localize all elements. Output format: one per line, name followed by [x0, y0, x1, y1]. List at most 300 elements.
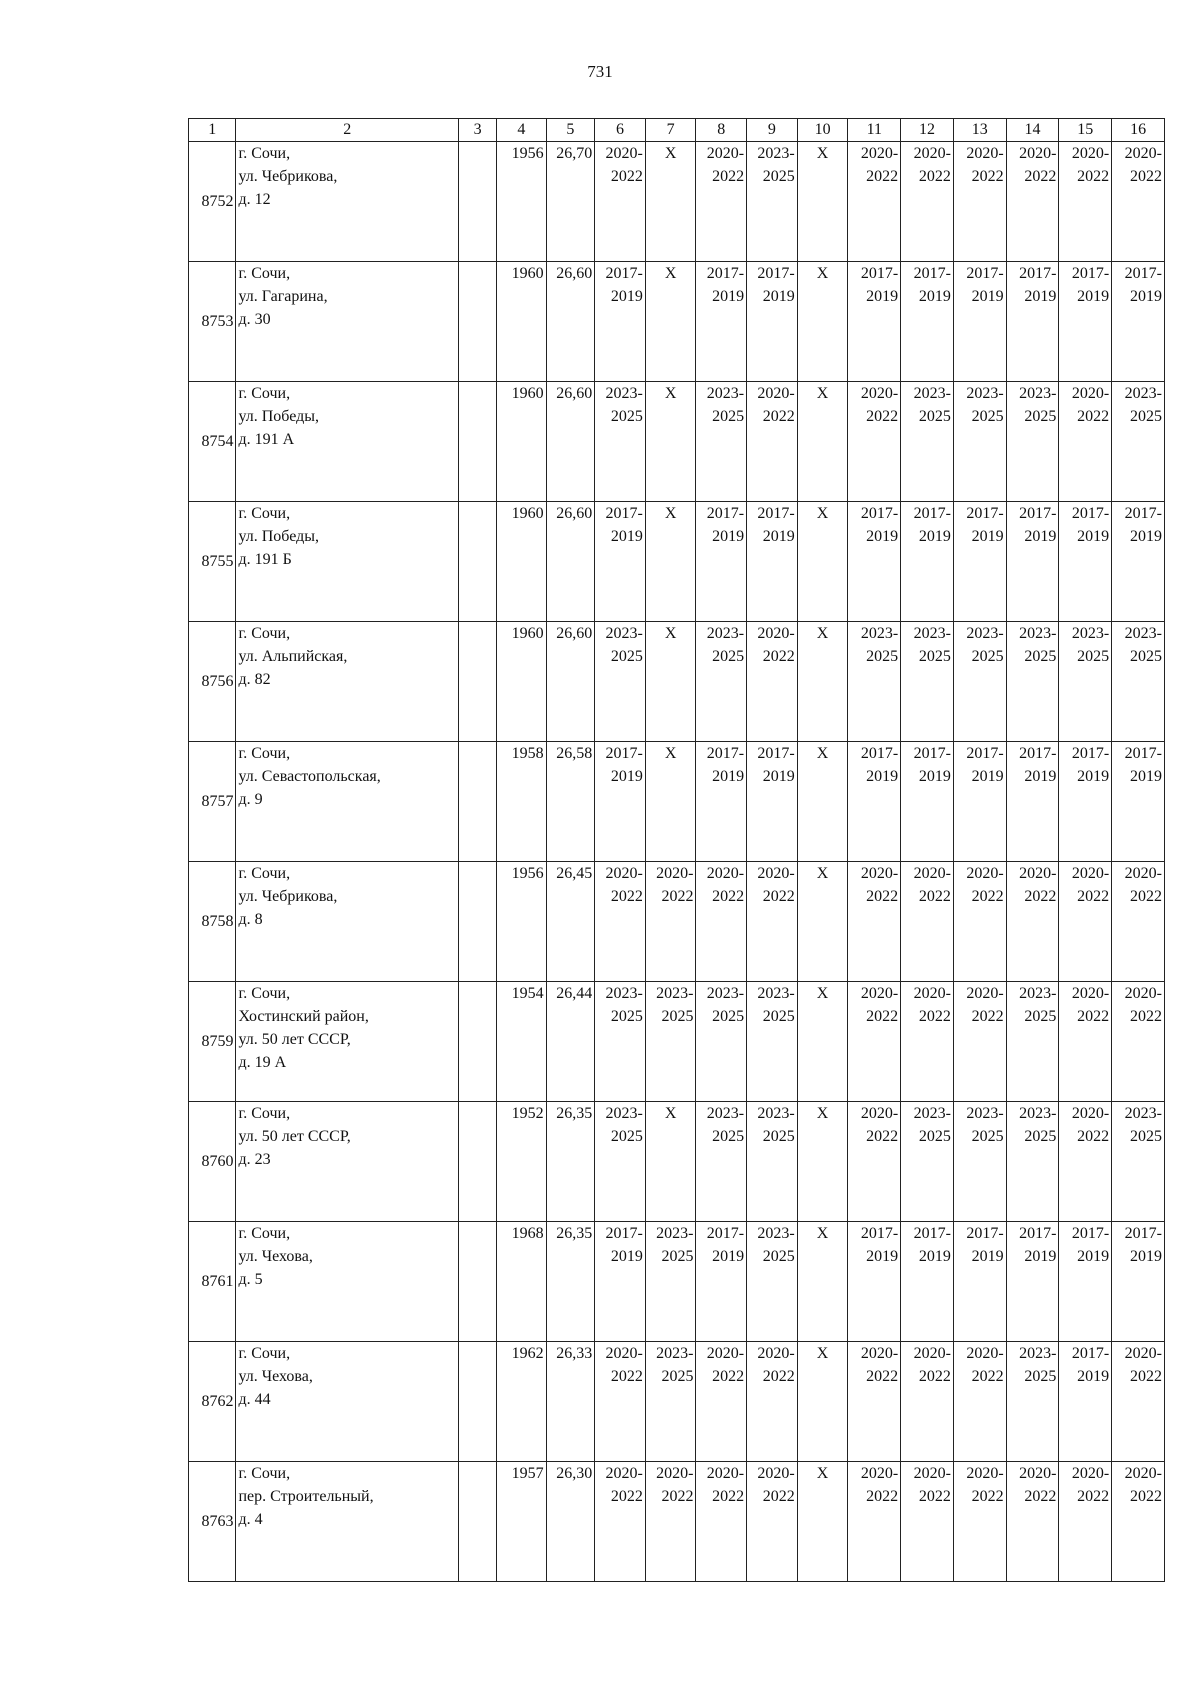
period-cell-col-12: [901, 1222, 954, 1342]
not-applicable-mark: X: [816, 385, 829, 402]
period-cell-col-14: [1006, 982, 1059, 1102]
period-line: 2025: [712, 1008, 745, 1025]
address-cell: [236, 1462, 459, 1582]
period-line: 2020-: [1071, 145, 1110, 162]
area-cell: 26,60: [546, 382, 595, 502]
period-cell-col-10: [797, 982, 848, 1102]
period-line: 2025: [712, 1128, 745, 1145]
period-line: 2025: [918, 408, 951, 425]
period-cell-col-15: [1059, 262, 1112, 382]
period-line: 2020-: [1019, 145, 1057, 162]
period-cell-col-14: [1006, 622, 1059, 742]
period-line: 2019: [1024, 1248, 1057, 1265]
period-line: 2017-: [1124, 265, 1162, 282]
column-header-14: 14: [1006, 119, 1059, 142]
period-cell-col-11: [848, 262, 901, 382]
period-line: 2017-: [913, 745, 951, 762]
period-line: 2025: [918, 648, 951, 665]
period-line: 2019: [971, 768, 1004, 785]
period-line: 2022: [918, 168, 951, 185]
period-line: 2020-: [706, 1465, 745, 1482]
period-line: 2022: [1130, 888, 1162, 905]
period-cell-col-9: [747, 1102, 798, 1222]
address-line: г. Сочи,: [238, 865, 291, 882]
period-line: 2023-: [913, 625, 951, 642]
period-line: 2023-: [913, 1105, 951, 1122]
period-cell-col-13: [953, 1462, 1006, 1582]
period-line: 2023-: [1019, 985, 1057, 1002]
period-line: 2017-: [860, 745, 899, 762]
address-line: г. Сочи,: [238, 1105, 291, 1122]
period-line: 2019: [610, 768, 643, 785]
period-cell-col-10: [797, 262, 848, 382]
period-line: 2023-: [656, 985, 694, 1002]
period-cell-col-8: [696, 862, 747, 982]
address-line: д. 8: [238, 911, 263, 928]
period-line: 2019: [610, 528, 643, 545]
year-built-cell: 1968: [497, 1222, 547, 1342]
period-line: 2020-: [706, 145, 745, 162]
column-header-9: 9: [747, 119, 798, 142]
period-line: 2022: [610, 1488, 643, 1505]
not-applicable-mark: X: [816, 505, 829, 522]
period-line: 2020-: [1124, 865, 1162, 882]
column-header-13: 13: [953, 119, 1006, 142]
period-cell-col-11: [848, 382, 901, 502]
area-cell: 26,60: [546, 262, 595, 382]
period-cell-col-16: [1112, 622, 1165, 742]
period-cell-col-10: [797, 1222, 848, 1342]
period-line: 2023-: [757, 985, 795, 1002]
period-cell-col-16: [1112, 742, 1165, 862]
not-applicable-mark: X: [816, 1345, 829, 1362]
period-line: 2020-: [1124, 145, 1162, 162]
period-line: 2022: [610, 1368, 643, 1385]
period-line: 2022: [866, 1368, 899, 1385]
period-line: 2017-: [1124, 745, 1162, 762]
address-line: г. Сочи,: [238, 505, 291, 522]
period-cell-col-13: [953, 262, 1006, 382]
column-header-7: 7: [645, 119, 696, 142]
period-line: 2019: [918, 768, 951, 785]
column-header-4: 4: [497, 119, 547, 142]
period-cell-col-15: [1059, 862, 1112, 982]
period-cell-col-10: [797, 1462, 848, 1582]
period-cell-col-8: [696, 142, 747, 262]
period-line: 2020-: [1019, 865, 1057, 882]
period-cell-col-10: [797, 1102, 848, 1222]
period-cell-col-10: [797, 742, 848, 862]
period-cell-col-16: [1112, 1222, 1165, 1342]
period-cell-col-8: [696, 742, 747, 862]
not-applicable-mark: X: [664, 265, 677, 282]
area-cell: 26,58: [546, 742, 595, 862]
period-cell-col-7: [645, 1102, 696, 1222]
period-line: 2022: [1077, 168, 1110, 185]
period-line: 2023-: [1124, 385, 1162, 402]
column-3-cell: [459, 142, 497, 262]
address-line: ул. 50 лет СССР,: [238, 1031, 351, 1048]
period-cell-col-7: [645, 262, 696, 382]
page-number: 731: [587, 62, 613, 81]
period-cell-col-13: [953, 142, 1006, 262]
period-line: 2025: [712, 408, 745, 425]
period-cell-col-12: [901, 502, 954, 622]
period-line: 2022: [971, 168, 1004, 185]
period-line: 2019: [1130, 528, 1162, 545]
period-cell-col-14: [1006, 1102, 1059, 1222]
period-line: 2020-: [1071, 865, 1110, 882]
address-line: ул. Чехова,: [238, 1368, 313, 1385]
address-line: г. Сочи,: [238, 1465, 291, 1482]
period-cell-col-8: [696, 502, 747, 622]
period-line: 2019: [762, 288, 795, 305]
period-line: 2022: [610, 168, 643, 185]
period-cell-col-10: [797, 382, 848, 502]
period-cell-col-15: [1059, 1342, 1112, 1462]
period-cell-col-12: [901, 262, 954, 382]
period-line: 2025: [1024, 1008, 1057, 1025]
period-line: 2022: [610, 888, 643, 905]
period-line: 2019: [762, 768, 795, 785]
period-line: 2022: [712, 1368, 745, 1385]
address-line: д. 5: [238, 1271, 263, 1288]
period-cell-col-16: [1112, 862, 1165, 982]
period-line: 2019: [1130, 768, 1162, 785]
period-line: 2023-: [966, 385, 1004, 402]
period-line: 2020-: [706, 865, 745, 882]
address-line: г. Сочи,: [238, 265, 291, 282]
period-cell-col-14: [1006, 1462, 1059, 1582]
period-cell-col-16: [1112, 1462, 1165, 1582]
year-built-cell: 1956: [497, 142, 547, 262]
period-line: 2022: [762, 408, 795, 425]
period-cell-col-15: [1059, 382, 1112, 502]
period-cell-col-13: [953, 622, 1006, 742]
address-cell: [236, 862, 459, 982]
period-line: 2020-: [913, 1345, 951, 1362]
period-line: 2022: [1077, 1008, 1110, 1025]
column-header-12: 12: [901, 119, 954, 142]
address-line: ул. 50 лет СССР,: [238, 1128, 351, 1145]
period-line: 2022: [866, 168, 899, 185]
table-row: [189, 862, 1165, 982]
column-header-2: 2: [236, 119, 459, 142]
not-applicable-mark: X: [816, 625, 829, 642]
period-line: 2023-: [656, 1345, 694, 1362]
address-line: Хостинский район,: [238, 1008, 369, 1025]
address-line: д. 82: [238, 671, 271, 688]
period-cell-col-16: [1112, 982, 1165, 1102]
period-line: 2017-: [1124, 505, 1162, 522]
year-built-cell: 1957: [497, 1462, 547, 1582]
period-line: 2020-: [605, 145, 643, 162]
column-header-8: 8: [696, 119, 747, 142]
period-line: 2017-: [605, 505, 643, 522]
period-line: 2023-: [860, 625, 899, 642]
column-3-cell: [459, 502, 497, 622]
period-line: 2017-: [860, 265, 899, 282]
period-line: 2019: [1077, 288, 1110, 305]
period-cell-col-7: [645, 1342, 696, 1462]
period-cell-col-12: [901, 1342, 954, 1462]
period-line: 2022: [866, 1488, 899, 1505]
period-line: 2020-: [860, 1465, 899, 1482]
address-cell: [236, 982, 459, 1102]
period-line: 2022: [762, 888, 795, 905]
period-line: 2022: [1077, 1488, 1110, 1505]
period-cell-col-14: [1006, 1342, 1059, 1462]
period-line: 2025: [610, 648, 643, 665]
not-applicable-mark: X: [816, 145, 829, 162]
period-cell-col-16: [1112, 1102, 1165, 1222]
period-cell-col-11: [848, 742, 901, 862]
period-line: 2019: [866, 768, 899, 785]
table-body: [189, 142, 1165, 1582]
period-line: 2019: [866, 288, 899, 305]
period-line: 2020-: [1071, 1105, 1110, 1122]
row-number: 8760: [189, 1102, 236, 1222]
period-cell-col-9: [747, 982, 798, 1102]
year-built-cell: 1960: [497, 262, 547, 382]
column-header-15: 15: [1059, 119, 1112, 142]
period-line: 2017-: [1019, 265, 1057, 282]
period-line: 2017-: [860, 1225, 899, 1242]
period-line: 2022: [1130, 1008, 1162, 1025]
column-3-cell: [459, 262, 497, 382]
period-cell-col-16: [1112, 502, 1165, 622]
period-cell-col-13: [953, 862, 1006, 982]
period-line: 2019: [1130, 1248, 1162, 1265]
period-cell-col-12: [901, 982, 954, 1102]
period-cell-col-6: [595, 1342, 646, 1462]
period-line: 2019: [866, 1248, 899, 1265]
period-cell-col-9: [747, 262, 798, 382]
year-built-cell: 1956: [497, 862, 547, 982]
period-line: 2022: [1077, 1128, 1110, 1145]
table-row: [189, 502, 1165, 622]
period-cell-col-12: [901, 862, 954, 982]
period-line: 2017-: [757, 745, 795, 762]
not-applicable-mark: X: [816, 1105, 829, 1122]
period-cell-col-9: [747, 502, 798, 622]
period-cell-col-14: [1006, 862, 1059, 982]
table-row: [189, 622, 1165, 742]
address-line: ул. Победы,: [238, 408, 320, 425]
address-line: г. Сочи,: [238, 985, 291, 1002]
period-line: 2017-: [966, 1225, 1004, 1242]
period-line: 2022: [712, 888, 745, 905]
period-cell-col-9: [747, 742, 798, 862]
period-cell-col-12: [901, 622, 954, 742]
period-line: 2020-: [913, 145, 951, 162]
address-line: ул. Победы,: [238, 528, 320, 545]
period-line: 2019: [866, 528, 899, 545]
period-line: 2022: [971, 1368, 1004, 1385]
period-line: 2017-: [1019, 505, 1057, 522]
period-cell-col-16: [1112, 142, 1165, 262]
period-cell-col-16: [1112, 262, 1165, 382]
column-header-11: 11: [848, 119, 901, 142]
period-line: 2022: [866, 1128, 899, 1145]
address-line: г. Сочи,: [238, 385, 291, 402]
period-cell-col-14: [1006, 1222, 1059, 1342]
area-cell: 26,35: [546, 1102, 595, 1222]
period-line: 2019: [1024, 768, 1057, 785]
period-line: 2025: [661, 1008, 694, 1025]
row-number: 8759: [189, 982, 236, 1102]
period-cell-col-7: [645, 1222, 696, 1342]
row-number: 8752: [189, 142, 236, 262]
period-line: 2020-: [966, 1345, 1004, 1362]
address-cell: [236, 1102, 459, 1222]
period-cell-col-10: [797, 622, 848, 742]
area-cell: 26,60: [546, 622, 595, 742]
period-line: 2017-: [913, 1225, 951, 1242]
period-cell-col-15: [1059, 982, 1112, 1102]
period-line: 2020-: [966, 865, 1004, 882]
period-line: 2023-: [966, 1105, 1004, 1122]
address-line: д. 30: [238, 311, 271, 328]
area-cell: 26,44: [546, 982, 595, 1102]
period-line: 2022: [918, 1488, 951, 1505]
period-line: 2017-: [966, 745, 1004, 762]
period-line: 2022: [1077, 408, 1110, 425]
period-line: 2023-: [1019, 625, 1057, 642]
not-applicable-mark: X: [664, 625, 677, 642]
area-cell: 26,60: [546, 502, 595, 622]
period-line: 2022: [712, 1488, 745, 1505]
address-cell: [236, 622, 459, 742]
period-cell-col-8: [696, 382, 747, 502]
area-cell: 26,45: [546, 862, 595, 982]
period-cell-col-6: [595, 1222, 646, 1342]
period-line: 2017-: [1124, 1225, 1162, 1242]
period-line: 2019: [918, 288, 951, 305]
period-cell-col-13: [953, 1342, 1006, 1462]
period-cell-col-11: [848, 502, 901, 622]
period-line: 2023-: [605, 1105, 643, 1122]
period-line: 2019: [1077, 528, 1110, 545]
period-line: 2022: [712, 168, 745, 185]
period-line: 2025: [762, 1128, 795, 1145]
address-line: пер. Строительный,: [238, 1488, 374, 1505]
period-cell-col-16: [1112, 382, 1165, 502]
period-line: 2025: [1024, 1368, 1057, 1385]
period-line: 2020-: [913, 865, 951, 882]
period-line: 2022: [661, 888, 694, 905]
period-line: 2020-: [966, 145, 1004, 162]
period-line: 2020-: [757, 385, 795, 402]
period-cell-col-15: [1059, 502, 1112, 622]
table-row: [189, 742, 1165, 862]
table-row: [189, 1462, 1165, 1582]
year-built-cell: 1954: [497, 982, 547, 1102]
period-cell-col-9: [747, 1462, 798, 1582]
year-built-cell: 1958: [497, 742, 547, 862]
period-line: 2020-: [706, 1345, 745, 1362]
period-line: 2017-: [605, 265, 643, 282]
row-number: 8762: [189, 1342, 236, 1462]
column-3-cell: [459, 382, 497, 502]
period-cell-col-11: [848, 142, 901, 262]
period-line: 2017-: [913, 505, 951, 522]
period-line: 2020-: [757, 625, 795, 642]
period-cell-col-10: [797, 862, 848, 982]
header-row: [189, 119, 1165, 142]
period-line: 2025: [762, 1248, 795, 1265]
period-line: 2023-: [757, 1225, 795, 1242]
period-cell-col-12: [901, 742, 954, 862]
period-line: 2025: [661, 1248, 694, 1265]
column-3-cell: [459, 1342, 497, 1462]
address-line: ул. Севастопольская,: [238, 768, 381, 785]
address-line: д. 44: [238, 1391, 271, 1408]
period-line: 2017-: [706, 265, 745, 282]
row-number: 8763: [189, 1462, 236, 1582]
period-cell-col-8: [696, 1222, 747, 1342]
period-cell-col-13: [953, 742, 1006, 862]
table-row: [189, 142, 1165, 262]
period-line: 2020-: [1124, 1465, 1162, 1482]
period-cell-col-7: [645, 862, 696, 982]
row-number: 8754: [189, 382, 236, 502]
address-line: г. Сочи,: [238, 1225, 291, 1242]
address-line: ул. Чебрикова,: [238, 888, 338, 905]
period-line: 2022: [918, 888, 951, 905]
period-line: 2017-: [706, 1225, 745, 1242]
column-3-cell: [459, 982, 497, 1102]
period-line: 2022: [866, 1008, 899, 1025]
period-cell-col-11: [848, 622, 901, 742]
period-line: 2020-: [757, 865, 795, 882]
column-header-1: 1: [189, 119, 236, 142]
period-line: 2022: [971, 1008, 1004, 1025]
period-line: 2017-: [1071, 1345, 1110, 1362]
period-line: 2025: [1024, 1128, 1057, 1145]
address-line: д. 9: [238, 791, 263, 808]
column-header-5: 5: [546, 119, 595, 142]
period-cell-col-11: [848, 982, 901, 1102]
period-cell-col-12: [901, 382, 954, 502]
period-line: 2023-: [1124, 1105, 1162, 1122]
year-built-cell: 1960: [497, 382, 547, 502]
table-row: [189, 982, 1165, 1102]
period-line: 2019: [971, 288, 1004, 305]
period-cell-col-6: [595, 742, 646, 862]
address-line: ул. Гагарина,: [238, 288, 328, 305]
not-applicable-mark: X: [664, 505, 677, 522]
period-line: 2019: [918, 528, 951, 545]
period-line: 2022: [1024, 888, 1057, 905]
period-cell-col-6: [595, 1462, 646, 1582]
period-line: 2025: [712, 648, 745, 665]
period-line: 2019: [1024, 288, 1057, 305]
period-cell-col-13: [953, 382, 1006, 502]
period-cell-col-11: [848, 862, 901, 982]
period-cell-col-8: [696, 982, 747, 1102]
period-cell-col-6: [595, 1102, 646, 1222]
table-row: [189, 382, 1165, 502]
address-line: ул. Чебрикова,: [238, 168, 338, 185]
period-line: 2025: [1130, 1128, 1162, 1145]
period-line: 2023-: [966, 625, 1004, 642]
row-number: 8756: [189, 622, 236, 742]
period-line: 2020-: [860, 985, 899, 1002]
not-applicable-mark: X: [664, 385, 677, 402]
column-3-cell: [459, 1462, 497, 1582]
year-built-cell: 1962: [497, 1342, 547, 1462]
